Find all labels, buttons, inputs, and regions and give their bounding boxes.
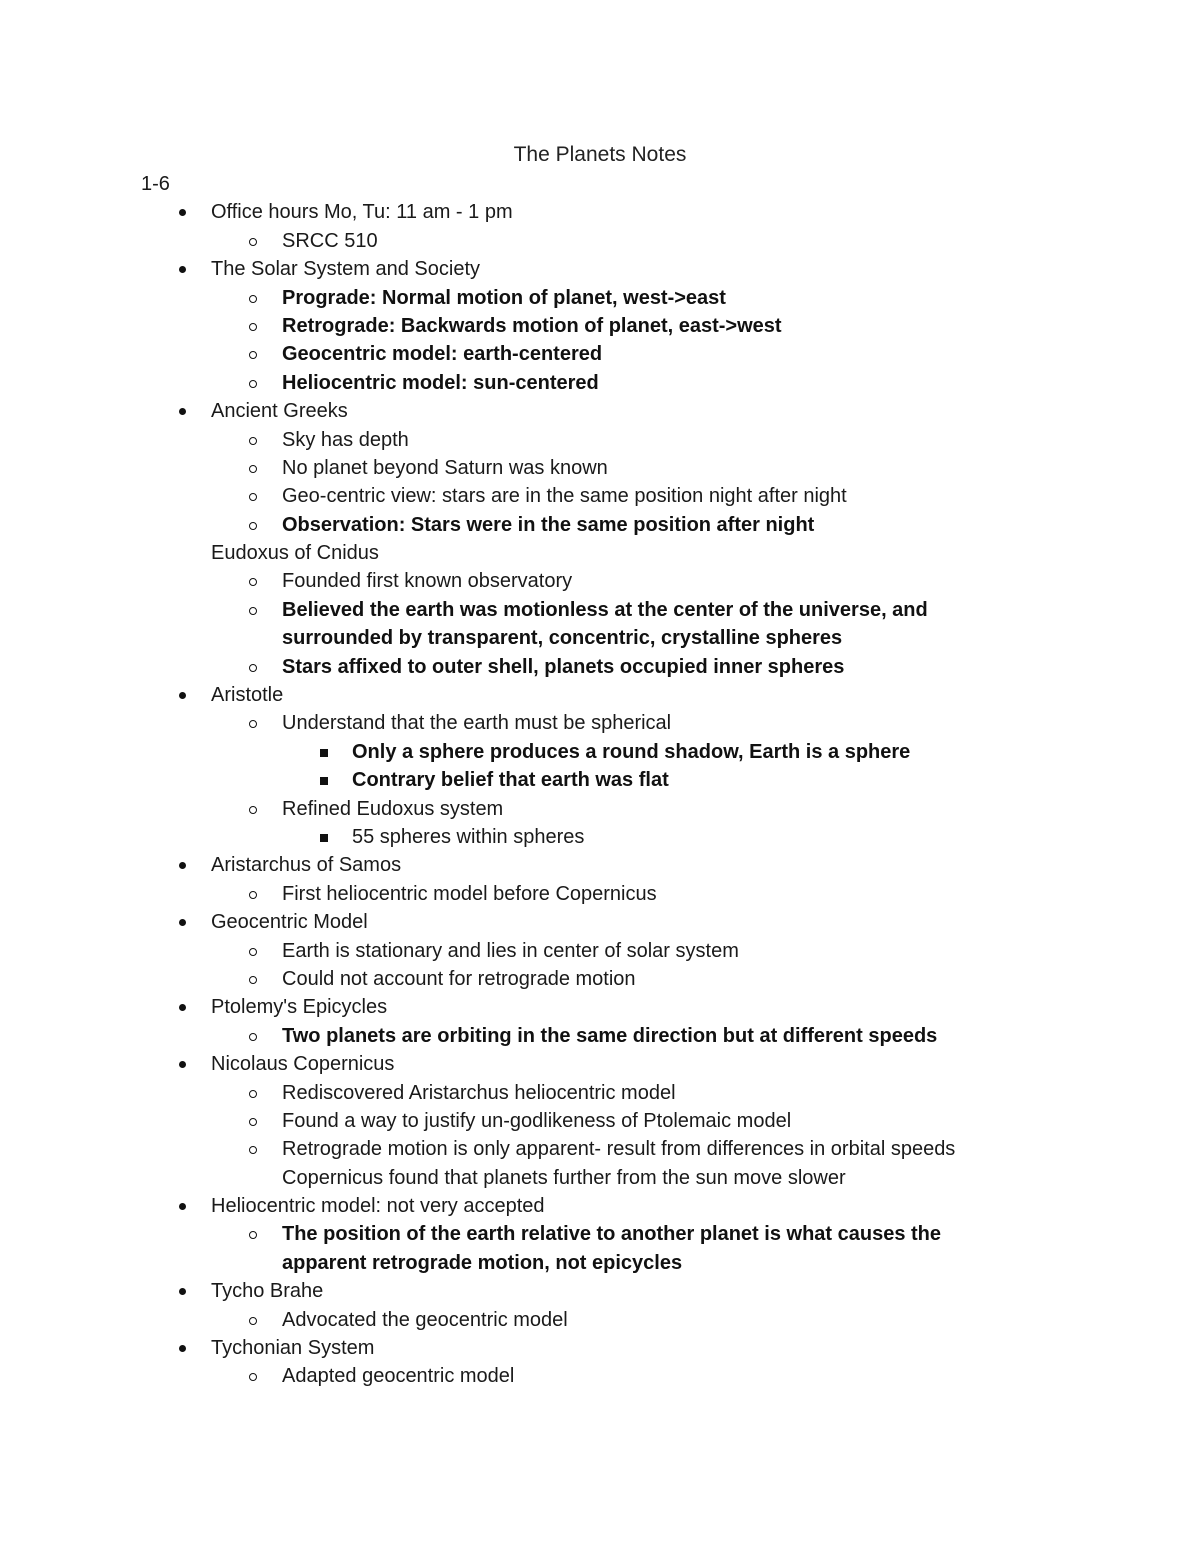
filled-bullet-icon [179, 266, 186, 273]
note-text: surrounded by transparent, concentric, crystalline spheres [282, 627, 843, 650]
hollow-bullet-icon [249, 493, 257, 501]
note-text: SRCC 510 [282, 229, 378, 252]
filled-bullet-icon [179, 209, 186, 216]
hollow-bullet-icon [249, 1118, 257, 1126]
note-text: Retrograde motion is only apparent- result from differences in orbital speeds [282, 1138, 956, 1161]
note-text: Heliocentric model: not very accepted [211, 1195, 545, 1218]
note-line [0, 1050, 1200, 1078]
note-line [0, 1220, 1200, 1248]
hollow-bullet-icon [249, 720, 257, 728]
filled-bullet-icon [179, 1061, 186, 1068]
note-text: Ptolemy's Epicycles [211, 996, 388, 1019]
note-line [0, 965, 1200, 993]
hollow-bullet-icon [249, 1317, 257, 1325]
note-line [0, 397, 1200, 425]
filled-bullet-icon [179, 1345, 186, 1352]
note-text: Adapted geocentric model [282, 1365, 515, 1388]
hollow-bullet-icon [249, 1090, 257, 1098]
hollow-bullet-icon [249, 948, 257, 956]
note-line [0, 908, 1200, 936]
note-line [0, 511, 1200, 539]
filled-bullet-icon [179, 862, 186, 869]
note-line [0, 1249, 1200, 1277]
note-text: Tychonian System [211, 1337, 375, 1360]
note-text: Sky has depth [282, 428, 409, 451]
note-line [0, 993, 1200, 1021]
note-line [0, 709, 1200, 737]
note-text: Contrary belief that earth was flat [352, 769, 669, 792]
hollow-bullet-icon [249, 323, 257, 331]
note-text: Prograde: Normal motion of planet, west->east [282, 286, 726, 309]
note-line [0, 340, 1200, 368]
hollow-bullet-icon [249, 238, 257, 246]
hollow-bullet-icon [249, 1373, 257, 1381]
note-text: First heliocentric model before Copernicus [282, 882, 657, 905]
hollow-bullet-icon [249, 1231, 257, 1239]
hollow-bullet-icon [249, 806, 257, 814]
note-line [0, 1079, 1200, 1107]
square-bullet-icon [320, 777, 328, 785]
note-text: Advocated the geocentric model [282, 1308, 568, 1331]
hollow-bullet-icon [249, 891, 257, 899]
hollow-bullet-icon [249, 437, 257, 445]
note-line [0, 795, 1200, 823]
hollow-bullet-icon [249, 380, 257, 388]
note-text: Earth is stationary and lies in center of solar system [282, 939, 739, 962]
hollow-bullet-icon [249, 295, 257, 303]
note-line [0, 851, 1200, 879]
note-line [0, 653, 1200, 681]
note-line [0, 284, 1200, 312]
filled-bullet-icon [179, 1203, 186, 1210]
note-line [0, 937, 1200, 965]
hollow-bullet-icon [249, 607, 257, 615]
hollow-bullet-icon [249, 522, 257, 530]
square-bullet-icon [320, 834, 328, 842]
note-text: Ancient Greeks [211, 400, 348, 423]
note-text: Stars affixed to outer shell, planets occupied inner spheres [282, 655, 845, 678]
note-line [0, 1306, 1200, 1334]
hollow-bullet-icon [249, 351, 257, 359]
note-text: Two planets are orbiting in the same direction but at different speeds [282, 1024, 938, 1047]
note-text: The position of the earth relative to another planet is what causes the [282, 1223, 942, 1246]
filled-bullet-icon [179, 919, 186, 926]
notes-body [0, 170, 1200, 1391]
note-line [0, 198, 1200, 226]
note-line [0, 454, 1200, 482]
note-line [0, 1022, 1200, 1050]
note-text: Tycho Brahe [211, 1280, 324, 1303]
filled-bullet-icon [179, 408, 186, 415]
note-text: Geocentric model: earth-centered [282, 343, 603, 366]
note-text: Nicolaus Copernicus [211, 1053, 395, 1076]
note-line [0, 227, 1200, 255]
hollow-bullet-icon [249, 578, 257, 586]
note-line [0, 539, 1200, 567]
note-text: Founded first known observatory [282, 570, 573, 593]
note-line [0, 738, 1200, 766]
note-text: Eudoxus of Cnidus [211, 542, 379, 565]
note-line [0, 823, 1200, 851]
note-line [0, 312, 1200, 340]
filled-bullet-icon [179, 1004, 186, 1011]
note-line [0, 1164, 1200, 1192]
note-line [0, 482, 1200, 510]
note-line [0, 766, 1200, 794]
hollow-bullet-icon [249, 1146, 257, 1154]
note-text: Retrograde: Backwards motion of planet, east->west [282, 314, 782, 337]
note-line [0, 426, 1200, 454]
note-text: Geocentric Model [211, 911, 368, 934]
note-line [0, 1192, 1200, 1220]
note-line [0, 170, 1200, 198]
note-text: Rediscovered Aristarchus heliocentric model [282, 1081, 676, 1104]
note-text: Only a sphere produces a round shadow, Earth is a sphere [352, 740, 911, 763]
note-line [0, 255, 1200, 283]
note-text: Heliocentric model: sun-centered [282, 371, 599, 394]
note-line [0, 681, 1200, 709]
note-text: Aristotle [211, 684, 284, 707]
note-text: Found a way to justify un-godlikeness of Ptolemaic model [282, 1109, 792, 1132]
note-text: 55 spheres within spheres [352, 825, 585, 848]
note-text: No planet beyond Saturn was known [282, 456, 608, 479]
filled-bullet-icon [179, 1288, 186, 1295]
note-text: Could not account for retrograde motion [282, 967, 636, 990]
note-line [0, 596, 1200, 624]
note-text: Copernicus found that planets further from the sun move slower [282, 1166, 846, 1189]
note-text: Believed the earth was motionless at the center of the universe, and [282, 598, 928, 621]
note-text: Office hours Mo, Tu: 11 am - 1 pm [211, 201, 513, 224]
hollow-bullet-icon [249, 976, 257, 984]
note-text: Aristarchus of Samos [211, 854, 402, 877]
note-line [0, 880, 1200, 908]
note-text: The Solar System and Society [211, 258, 481, 281]
square-bullet-icon [320, 749, 328, 757]
hollow-bullet-icon [249, 1033, 257, 1041]
note-text: Understand that the earth must be spherical [282, 712, 672, 735]
note-line [0, 1362, 1200, 1390]
note-text: Observation: Stars were in the same position after night [282, 513, 815, 536]
note-text: Refined Eudoxus system [282, 797, 504, 820]
note-text: Geo-centric view: stars are in the same position night after night [282, 485, 847, 508]
note-line [0, 369, 1200, 397]
note-line [0, 1334, 1200, 1362]
note-line [0, 567, 1200, 595]
note-line [0, 1107, 1200, 1135]
note-line [0, 1277, 1200, 1305]
hollow-bullet-icon [249, 465, 257, 473]
note-line [0, 1135, 1200, 1163]
document-title: The Planets Notes [513, 143, 687, 166]
note-line [0, 624, 1200, 652]
hollow-bullet-icon [249, 664, 257, 672]
note-text: apparent retrograde motion, not epicycles [282, 1251, 683, 1274]
filled-bullet-icon [179, 692, 186, 699]
note-text: 1-6 [141, 173, 170, 195]
